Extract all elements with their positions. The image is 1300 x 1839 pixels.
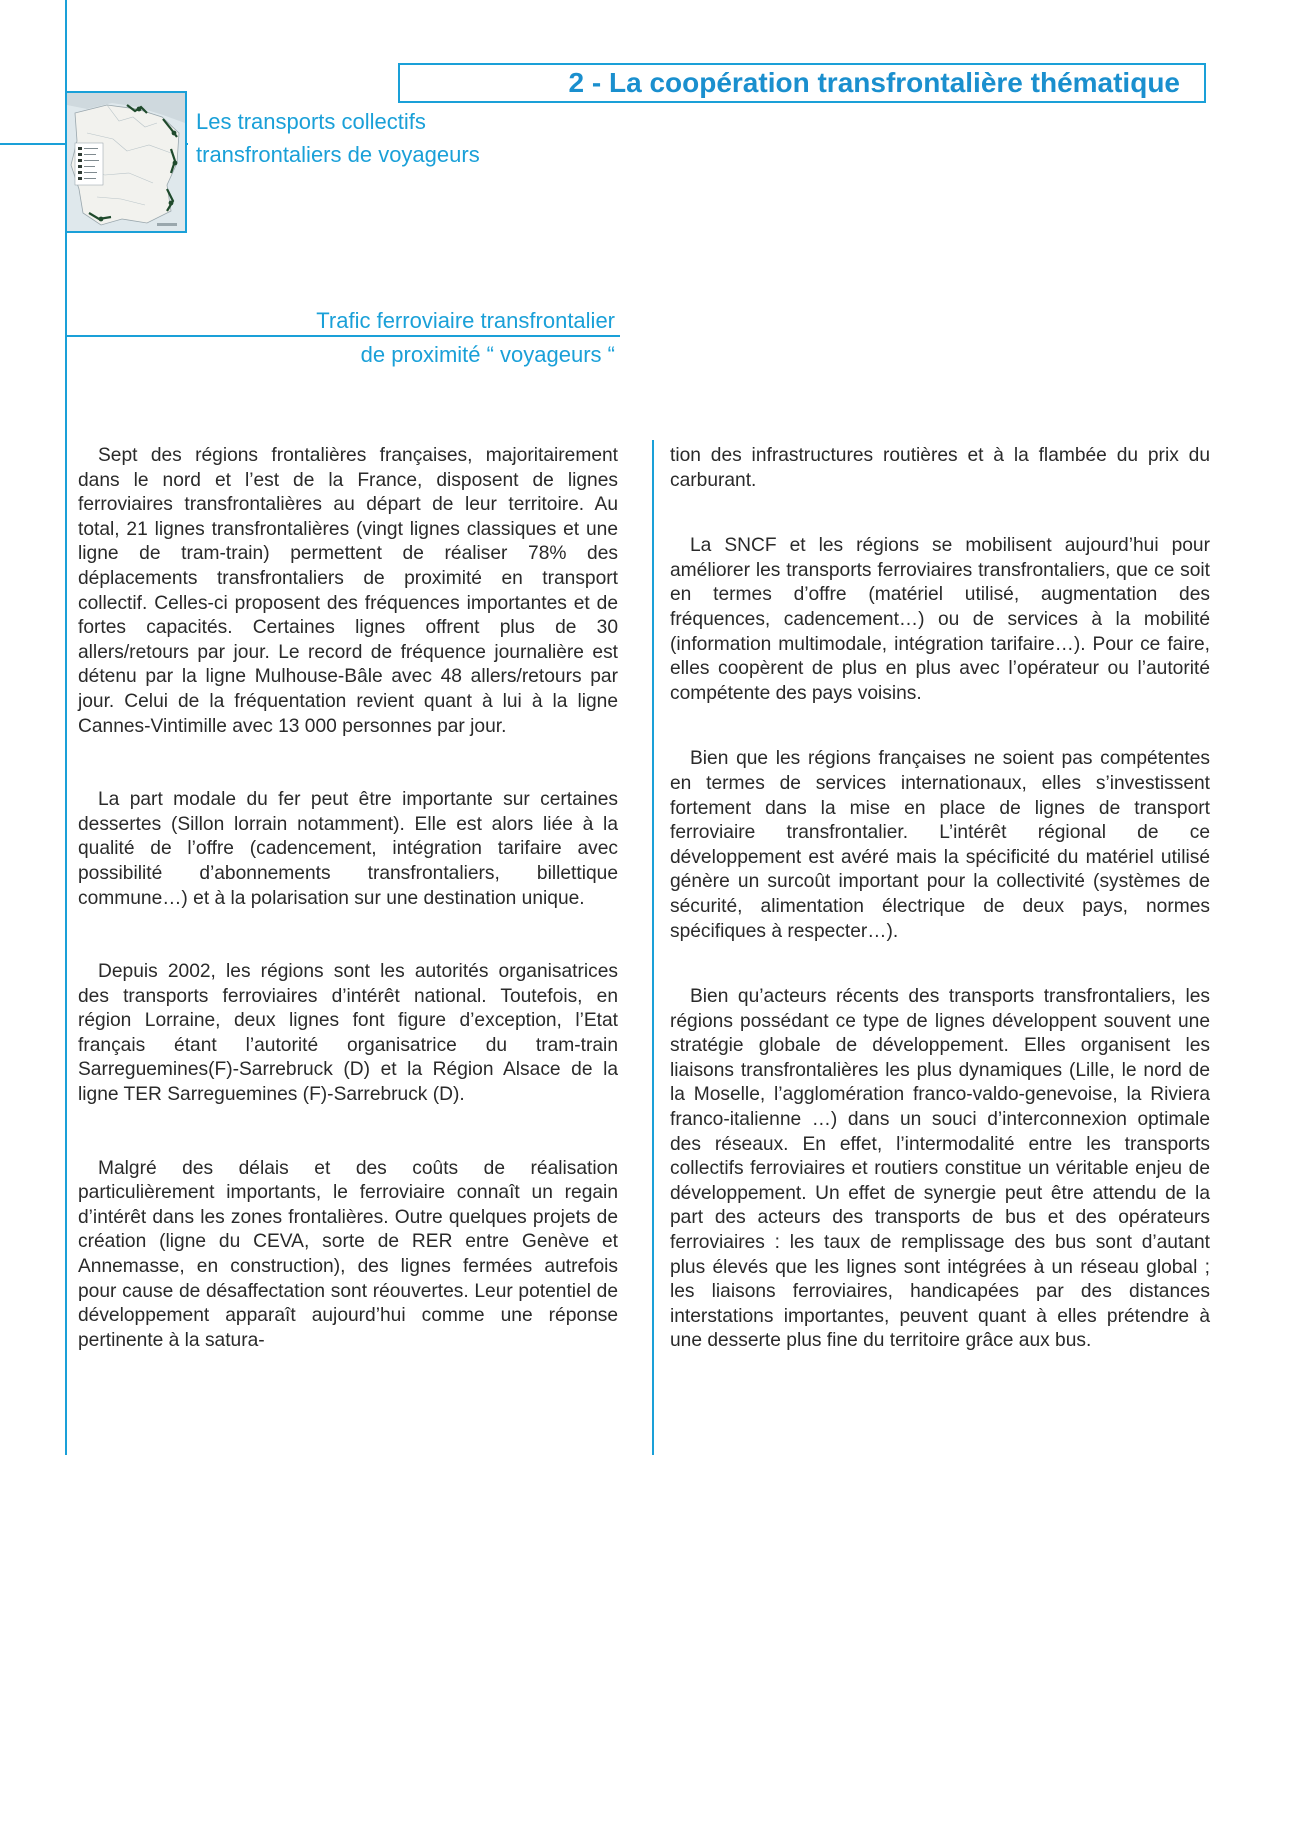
paragraph: Malgré des délais et des coûts de réalisation particulièrement importants, le ferroviaire connaît un regain d’intérêt dans les zones frontalières. Outre quelques projets de création (ligne du CEVA, sorte de RER entre Genève et Annemasse, en construction), des lignes fermées autrefois pour cause de désaffectation sont réouvertes. Leur potentiel de développement apparaît aujourd’hui comme une réponse pertinente à la satura- xyxy=(78,1157,618,1351)
paragraph: Bien que les régions françaises ne soient pas compétentes en termes de services internationaux, elles s’investissent fortement dans la mise en place de lignes de transport ferroviaire transfrontalier. L’intérêt régional de ce développement est avéré mais la spécificité du matériel utilisé génère un surcoût important pour la collectivité (systèmes de sécurité, alimentation électrique de deux pays, normes spécifiques à respecter…). xyxy=(670,748,1210,942)
paragraph: Sept des régions frontalières françaises, majoritairement dans le nord et l’est de la France, disposent de lignes ferroviaires transfrontalières au départ de leur territoire. Au total, 21 lignes transfrontalières (vingt lignes classiques et une ligne de tram-train) permettent de réaliser 78% des déplacements transfrontaliers de proximité en transport collectif. Celles-ci proposent des fréquences importantes et de fortes capacités. Certaines lignes offrent plus de 30 allers/retours par jour. Le record de fréquence journalière est détenu par la ligne Mulhouse-Bâle avec 48 allers/retours par jour. Celui de la fréquentation revient quant à lui à la ligne Cannes-Vintimille avec 13 000 personnes par jour. xyxy=(78,445,618,737)
left-text-column xyxy=(78,444,618,1353)
paragraph: Bien qu’acteurs récents des transports transfrontaliers, les régions possédant ce type de lignes développent souvent une stratégie globale de développement. Elles organisent les liaisons transfrontalières les plus dynamiques (Lille, le nord de la Moselle, l’agglomération franco-valdo-genevoise, la Riviera franco-italienne …) dans un souci d’interconnexion optimale des réseaux. En effet, l’intermodalité entre les transports collectifs ferroviaires et routiers constitue un véritable enjeu de développement. Un effet de synergie peut être attendu de la part des acteurs des transports de bus et des opérateurs ferroviaires : les taux de remplissage des bus sont d’autant plus élevés que les lignes sont intégrées à un réseau global ; les liaisons ferroviaires, handicapées par des distances interstations importantes, peuvent quant à elles prétendre à une desserte plus fine du territoire grâce aux bus. xyxy=(670,986,1210,1352)
paragraph-continuation: tion des infrastructures routières et à la flambée du prix du carburant. xyxy=(670,445,1210,491)
paragraph: La part modale du fer peut être importante sur certaines dessertes (Sillon lorrain notamment). Elle est alors liée à la qualité de l’offre (cadencement, intégration tarifaire avec possibilité d’abonnements transfrontaliers, billettique commune…) et à la polarisation sur une destination unique. xyxy=(78,789,618,909)
paragraph: La SNCF et les régions se mobilisent aujourd’hui pour améliorer les transports ferroviaires transfrontaliers, que ce soit en termes d’offre (matériel utilisé, augmentation des fréquences, cadencement…) ou de services à la mobilité (information multimodale, intégration tarifaire…). Pour ce faire, elles coopèrent de plus en plus avec l’opérateur ou l’autorité compétente des pays voisins. xyxy=(670,535,1210,704)
map-thumbnail xyxy=(65,91,187,233)
section-heading-line-2: transfrontaliers de voyageurs xyxy=(196,142,480,167)
subsection-heading-line-2: de proximité “ voyageurs “ xyxy=(360,342,615,367)
column-divider-rule xyxy=(652,440,654,1455)
chapter-title: 2 - La coopération transfrontalière thématique xyxy=(568,67,1180,98)
right-text-column xyxy=(670,444,1210,1354)
section-heading-line-1: Les transports collectifs xyxy=(196,109,426,134)
paragraph: Depuis 2002, les régions sont les autorités organisatrices des transports ferroviaires d’intérêt national. Toutefois, en région Lorraine, deux lignes font figure d’exception, l’Etat français étant l’autorité organisatrice du tram-train Sarreguemines(F)-Sarrebruck (D) et la Région Alsace de la ligne TER Sarreguemines (F)-Sarrebruck (D). xyxy=(78,961,618,1106)
map-thumbnail-image xyxy=(67,93,185,231)
chapter-title-box xyxy=(398,63,1206,103)
subsection-heading-line-1: Trafic ferroviaire transfrontalier xyxy=(316,308,615,333)
